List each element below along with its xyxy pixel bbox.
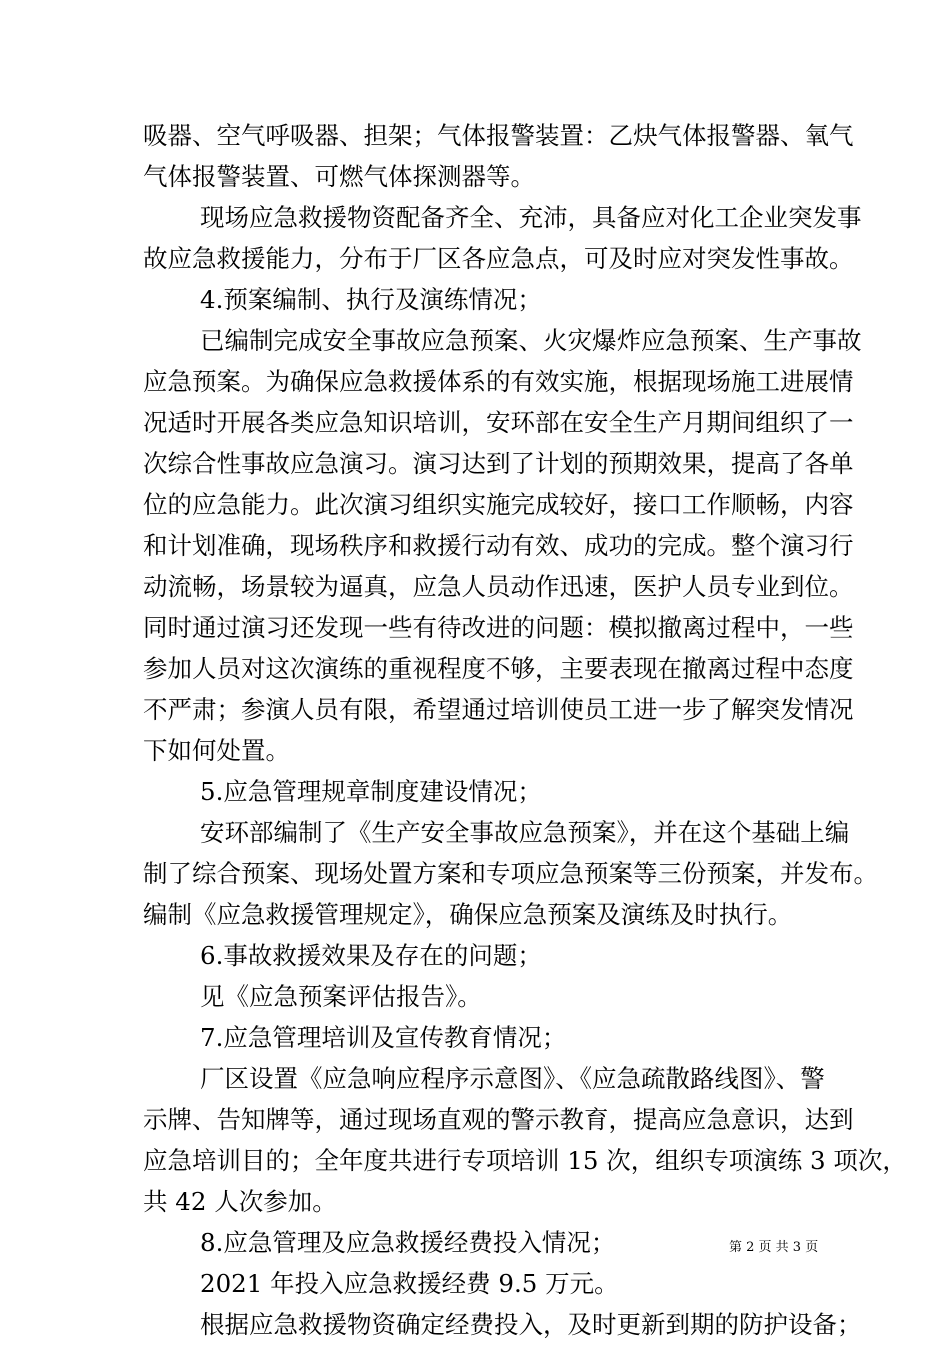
text-line: 示牌、告知牌等，通过现场直观的警示教育，提高应急意识，达到 <box>143 1105 854 1134</box>
page-number: 第 2 页 共 3 页 <box>729 1240 819 1255</box>
text-line: 动流畅，场景较为逼真，应急人员动作迅速，医护人员专业到位。 <box>143 572 854 601</box>
text-line: 7.应急管理培训及宣传教育情况； <box>200 1023 567 1052</box>
text-line: 应急培训目的；全年度共进行专项培训 15 次，组织专项演练 3 项次， <box>143 1146 907 1175</box>
text-line: 参加人员对这次演练的重视程度不够，主要表现在撤离过程中态度 <box>143 654 854 683</box>
text-line: 编制《应急救援管理规定》，确保应急预案及演练及时执行。 <box>143 900 793 929</box>
text-line: 共 42 人次参加。 <box>143 1187 337 1216</box>
text-line: 厂区设置《应急响应程序示意图》、《应急疏散路线图》、警 <box>200 1064 825 1093</box>
text-line: 5.应急管理规章制度建设情况； <box>200 777 542 806</box>
text-line: 气体报警装置、可燃气体探测器等。 <box>143 162 535 191</box>
text-line: 下如何处置。 <box>143 736 290 765</box>
text-line: 应急预案。为确保应急救援体系的有效实施，根据现场施工进展情 <box>143 367 854 396</box>
text-line: 故应急救援能力，分布于厂区各应急点，可及时应对突发性事故。 <box>143 244 854 273</box>
document-body <box>143 115 907 1345</box>
text-line: 次综合性事故应急演习。演习达到了计划的预期效果，提高了各单 <box>143 449 854 478</box>
text-line: 6.事故救援效果及存在的问题； <box>200 941 542 970</box>
text-line: 已编制完成安全事故应急预案、火灾爆炸应急预案、生产事故 <box>200 326 862 355</box>
text-line: 吸器、空气呼吸器、担架；气体报警装置：乙炔气体报警器、氧气 <box>143 121 854 150</box>
text-line: 8.应急管理及应急救援经费投入情况； <box>200 1228 616 1257</box>
text-line: 制了综合预案、现场处置方案和专项应急预案等三份预案，并发布。 <box>143 859 878 888</box>
text-line: 位的应急能力。此次演习组织实施完成较好，接口工作顺畅，内容 <box>143 490 854 519</box>
text-line: 况适时开展各类应急知识培训，安环部在安全生产月期间组织了一 <box>143 408 854 437</box>
text-line: 根据应急救援物资确定经费投入，及时更新到期的防护设备； <box>200 1310 862 1339</box>
text-line: 不严肃；参演人员有限，希望通过培训使员工进一步了解突发情况 <box>143 695 854 724</box>
text-line: 4.预案编制、执行及演练情况； <box>200 285 542 314</box>
text-line: 安环部编制了《生产安全事故应急预案》，并在这个基础上编 <box>200 818 850 847</box>
text-line: 2021 年投入应急救援经费 9.5 万元。 <box>200 1269 619 1298</box>
text-line: 现场应急救援物资配备齐全、充沛，具备应对化工企业突发事 <box>200 203 862 232</box>
text-line: 见《应急预案评估报告》。 <box>200 982 482 1011</box>
text-line: 同时通过演习还发现一些有待改进的问题：模拟撤离过程中，一些 <box>143 613 854 642</box>
text-line: 和计划准确，现场秩序和救援行动有效、成功的完成。整个演习行 <box>143 531 854 560</box>
